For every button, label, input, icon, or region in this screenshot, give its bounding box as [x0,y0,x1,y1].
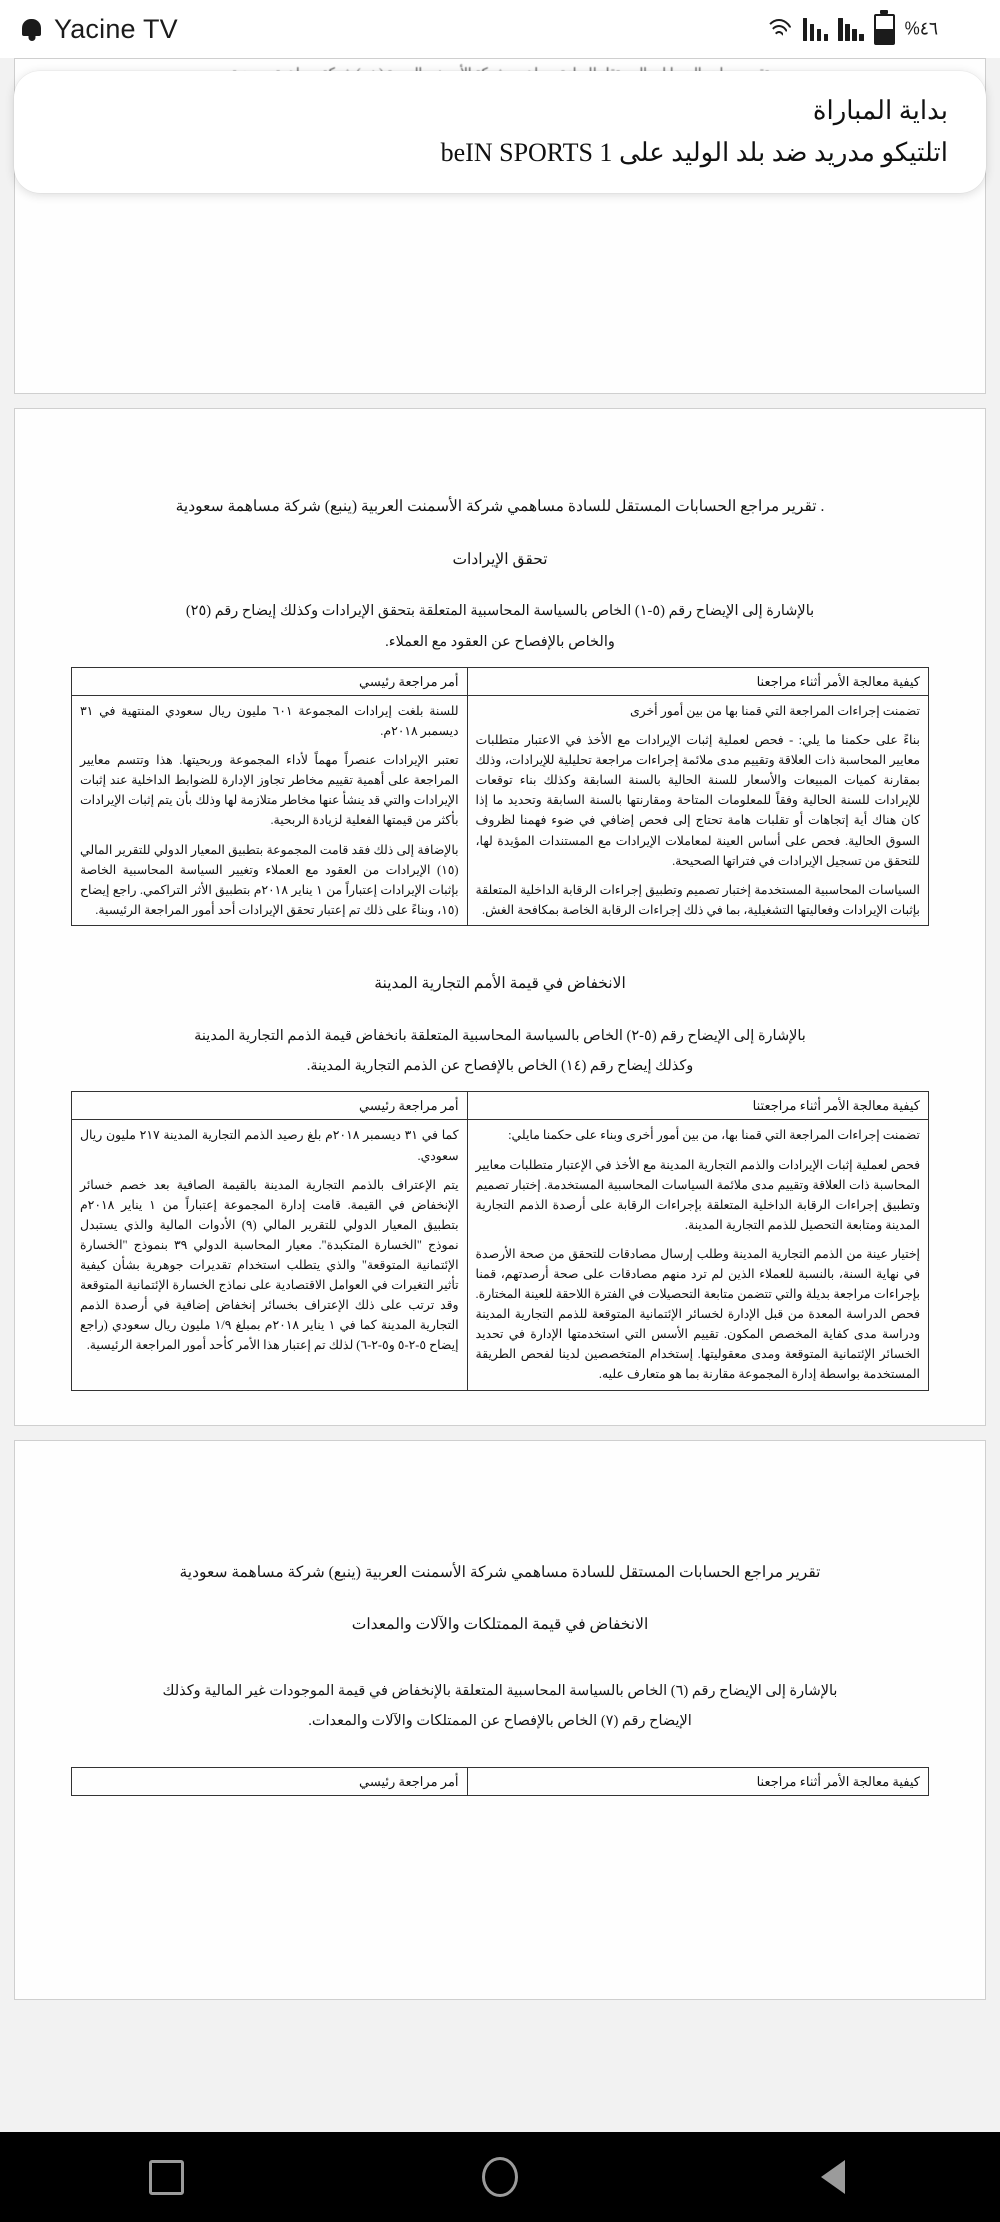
key-audit-matters-table-1 [71,667,929,926]
recents-square-icon [149,2160,184,2195]
wifi-icon [765,17,793,41]
document-viewer[interactable] [0,58,1000,2132]
table2-cell-left [467,1120,928,1390]
section-2-title: الانخفاض في قيمة الأمم التجارية المدينة [374,974,626,992]
table2-right-para-1: يتم الإعتراف بالذمم التجارية المدينة بالقيمة الصافية بعد خصم خسائر الإنخفاض في القيمة. قامت إدارة المجموعة إعتباراً من ١ يناير ٢٠١٨م بتطبيق المعيار الدولي للتقرير المالي (٩) الأدوات المالية والذي يستبدل نموذج "الخسارة المتكبدة". معيار المحاسبة الدولي ٣٩ بنموذج "الخسارة الإئتمانية المتوقعة" والذي يتطلب استخدام تقديرات جوهرية بشأن كيفية تأثير التغيرات في العوامل الاقتصادية على نماذج الخسارة الإئتمانية المتوقعة وقد ترتب على ذلك الإعتراف بخسائر إنخفاض إضافية في أرصدة الذمم التجارية المدينة كما في ١ يناير ٢٠١٨م بمبلغ ١/٩ مليون ريال سعودي (راجع إيضاح ٥-٢-٥ و٥-٢-٦) لذلك تم إعتبار هذا الأمر كأحد أمور المراجعة الرئيسية. [80,1177,459,1353]
back-triangle-icon [821,2160,845,2194]
table2-cell-right [72,1120,468,1390]
table3-header-right: أمر مراجعة رئيسي [72,1767,468,1795]
table2-left-para-2: إختيار عينة من الذمم التجارية المدينة وطلب إرسال مصادقات للتحقق من صحة الأرصدة في نهاية السنة، بالنسبة للعملاء الذين لم ترد منهم مصادقات على صحة أرصدتهم، قمنا بإجراءات مراجعة بديلة والتي تتضمن متابعة التحصيلات في الفترة اللاحقة للعينة المختارة. فحص الدراسة المعدة من قبل الإدارة لخسائر الإئتمانية المتوقعة للذمم التجارية المدينة ودراسة مدى كفاية المخصص المكون. تقييم الأسس التي استخدمتها الإدارة في تحديد الخسائر الإئتمانية المتوقعة ومدى معقوليتها. إستخدام المتخصصين لدينا لفحص الطريقة المستخدمة بواسطة إدارة المجموعة مقارنة بما هو متعارف عليه. [475,1246,920,1382]
table-row [72,696,929,926]
section-2-ref-line-1: بالإشارة إلى الإيضاح رقم (٥-٢) الخاص بالسياسة المحاسبية المتعلقة بانخفاض قيمة الذمم التجارية المدينة [194,1027,806,1044]
table1-header-right: أمر مراجعة رئيسي [72,667,468,695]
notification-body: اتلتيكو مدريد ضد بلد الوليد على beIN SPORTS 1 [440,138,948,167]
table1-left-para-2: السياسات المحاسبية المستخدمة إختبار تصميم وتطبيق إجراءات الرقابة الداخلية المتعلقة بإثبات الإيرادات وفعاليتها التشغيلية، بما في ذلك إجراءات الرقابة الخاصة بمكافحة الغش. [475,882,920,917]
table-header-row [72,1767,929,1795]
key-audit-matters-table-2 [71,1091,929,1390]
page3-ref-line-1: بالإشارة إلى الإيضاح رقم (٦) الخاص بالسياسة المحاسبية المتعلقة بالإنخفاض في قيمة الموجودات غير المالية وكذلك [162,1682,838,1699]
table-header-row [72,1092,929,1120]
app-name-label: Yacine TV [54,13,178,44]
status-bar [0,0,1000,58]
table-row [72,1120,929,1390]
battery-percent-label: ٤٦% [904,18,938,39]
home-circle-icon [482,2157,518,2197]
section-1-ref-line-1: بالإشارة إلى الإيضاح رقم (٥-١) الخاص بالسياسة المحاسبية المتعلقة بتحقق الإيرادات وكذلك إيضاح رقم (٢٥) [185,603,815,620]
table1-right-para-2: بالإضافة إلى ذلك فقد قامت المجموعة بتطبيق المعيار الدولي للتقرير المالي (١٥) الإيرادات من العقود مع العملاء وتغيير السياسة المحاسبية الخاصة بإثبات الإيرادات إعتباراً من ١ يناير ٢٠١٨م بتطبيق الأثر التراكمي. راجع إيضاح (١٥، وبناءً على ذلك تم إعتبار تحقق الإيرادات أحد أمور المراجعة الرئيسية. [80,842,459,917]
document-page-3 [14,1440,986,2000]
table1-right-para-1: تعتبر الإيرادات عنصراً مهماً لأداء المجموعة وربحيتها. هذا وتتسم معايير المراجعة على أهمية تقييم مخاطر تجاوز الإدارة للضوابط الداخلية عند إثبات الإيرادات والتي قد ينشأ عنها مخاطر متلازمة لها وذلك بأن يتم إثبات الإيرادات بأكثر من قيمتها الفعلية لزيادة الربحية. [80,753,459,828]
table1-cell-right [72,696,468,926]
table2-right-para-0: كما في ٣١ ديسمبر ٢٠١٨م بلغ رصيد الذمم التجارية المدينة ٢١٧ مليون ريال سعودي. [80,1128,459,1163]
table1-left-para-0: تضمنت إجراءات المراجعة التي قمنا بها من بين أمور أخرى [629,704,920,719]
table1-cell-left [467,696,928,926]
page3-ref-line-2: الإيضاح رقم (٧) الخاص بالإفصاح عن الممتلكات والآلات والمعدات. [308,1713,692,1730]
document-page-2 [14,408,986,1426]
status-bar-right-cluster [22,14,178,45]
status-bar-left-cluster [765,14,938,45]
table2-left-para-0: تضمنت إجراءات المراجعة التي قمنا بها، من بين أمور أخرى وبناء على حكمنا مايلي: [508,1128,920,1143]
page2-report-header: . تقرير مراجع الحسابات المستقل للسادة مساهمي شركة الأسمنت العربية (ينبع) شركة مساهمة سعودية [175,498,825,515]
recents-button[interactable] [107,2132,227,2222]
section-1-ref-line-2: والخاص بالإفصاح عن العقود مع العملاء. [385,633,615,650]
notification-title: بداية المباراة [812,96,948,126]
bell-icon [22,17,41,41]
table1-right-para-0: للسنة بلغت إيرادات المجموعة ٦٠١ مليون ريال سعودي المنتهية في ٣١ ديسمبر ٢٠١٨م. [80,704,459,739]
table2-left-para-1: فحص لعملية إثبات الإيرادات والذمم التجارية المدينة مع الأخذ في الإعتبار متطلبات معايير المحاسبة ذات العلاقة وتقييم مدى ملائمة السياسات المحاسبية المستخدمة. إختبار تصميم وتطبيق إجراءات الرقابة الداخلية المتعلقة بإجراءات الرقابة على أرصدة الذمم التجارية المدينة ومتابعة التحصيل للذمم التجارية المدينة. [475,1157,920,1232]
table2-header-left: كيفية معالجة الأمر أثناء مراجعتنا [467,1092,928,1120]
back-button[interactable] [773,2132,893,2222]
table2-header-right: أمر مراجعة رئيسي [72,1092,468,1120]
page3-report-header: تقرير مراجع الحسابات المستقل للسادة مساهمي شركة الأسمنت العربية (ينبع) شركة مساهمة سعودية [179,1563,821,1581]
notification-card[interactable] [14,71,986,193]
table3-header-left: كيفية معالجة الأمر أثناء مراجعنا [467,1767,928,1795]
home-button[interactable] [440,2132,560,2222]
table1-left-para-1: بناءً على حكمنا ما يلي: - فحص لعملية إثبات الإيرادات مع الأخذ في الاعتبار متطلبات معايير المحاسبة ذات العلاقة وتقييم مدى ملائمة إجراءات مراجعة تحليلية للإيرادات، وذلك بمقارنة كميات المبيعات والأسعار للسنة الحالية بالسنة السابقة وكذلك بناء توقعات للإيرادات للسنة الحالية وفقاً للمعلومات المتاحة ومقارنتها بالسنة السابقة وتحديد ما إذا كان هناك أية إتجاهات أو تقلبات هامة تحتاج إلى فحص إضافي في ضوء فهمنا لظروف السوق الحالية. فحص على أساس العينة لمعاملات الإيرادات مع المستندات المؤيدة لها، للتحقق من تسجيل الإيرادات في فتراتها الصحيحة. [475,733,920,868]
key-audit-matters-table-3 [71,1767,929,1796]
section-2-ref-line-2: وكذلك إيضاح رقم (١٤) الخاص بالإفصاح عن الذمم التجارية المدينة. [306,1057,694,1074]
table-header-row [72,667,929,695]
signal-bars-icon-sim1 [838,17,864,41]
android-navigation-bar [0,2132,1000,2222]
battery-icon [874,14,895,45]
page3-section-title: الانخفاض في قيمة الممتلكات والآلات والمعدات [351,1616,649,1634]
section-1-title: تحقق الإيرادات [452,550,548,568]
table1-header-left: كيفية معالجة الأمر أثناء مراجعنا [467,667,928,695]
signal-bars-icon-sim2 [803,17,829,41]
